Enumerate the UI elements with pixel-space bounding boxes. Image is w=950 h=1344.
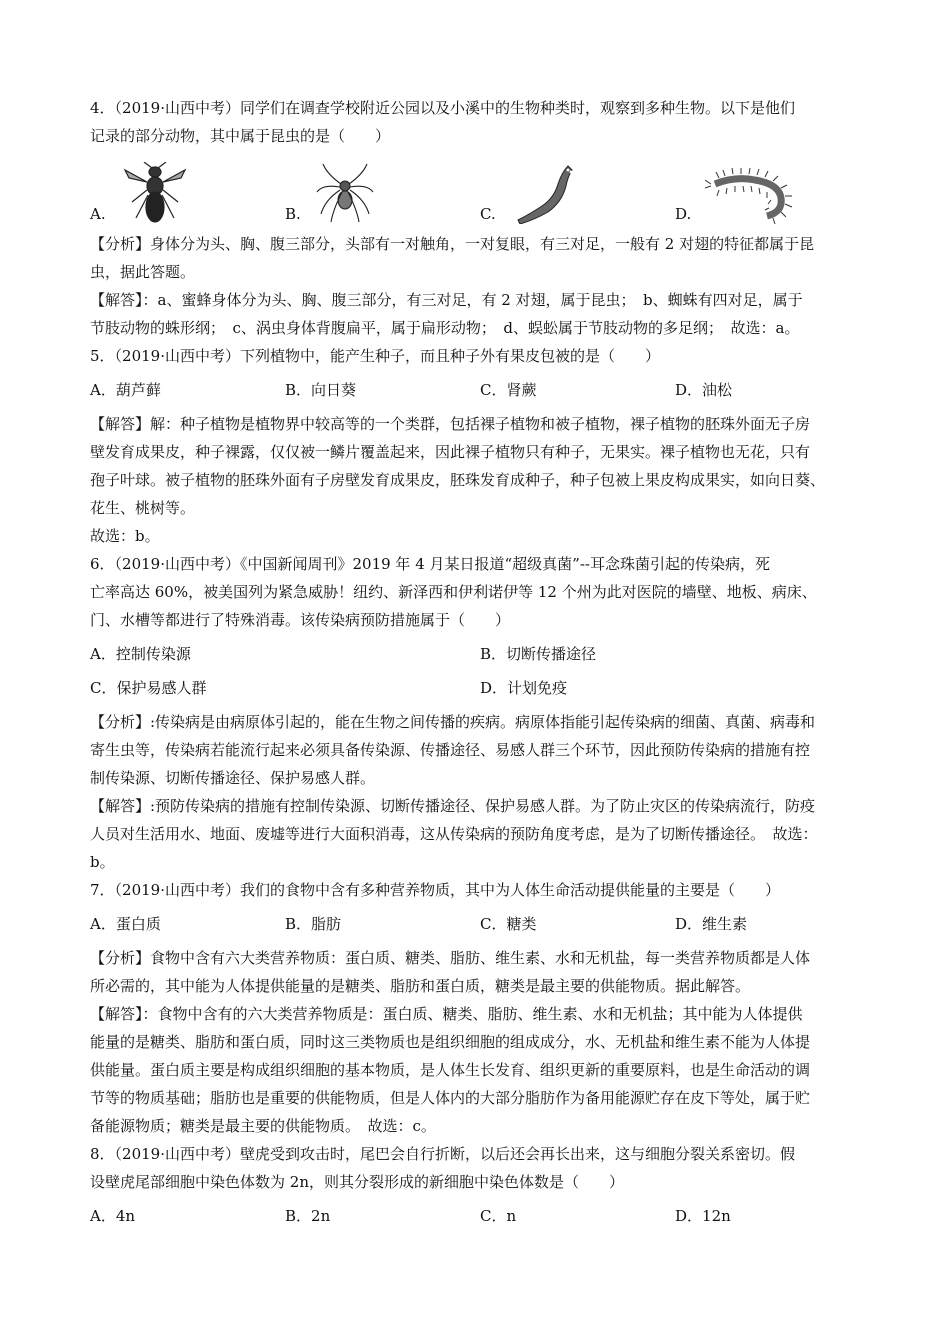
q6-stem-line3: 门、水槽等都进行了特殊消毒。该传染病预防措施属于（ ） [90,611,511,629]
q7-stem: 7．（2019·山西中考）我们的食物中含有多种营养物质，其中为人体生命活动提供能量的主要是（ ） [90,881,780,899]
q7-analysis-line2: 所必需的，其中能为人体提供能量的是糖类、脂肪和蛋白质，糖类是最主要的供能物质。据此解答。 [90,977,751,995]
q5-option-a: A．葫芦藓 [90,381,161,399]
q8-stem-line2: 设壁虎尾部细胞中染色体数为 2n，则其分裂形成的新细胞中染色体数是（ ） [90,1173,624,1191]
q7-option-a: A．蛋白质 [90,915,161,933]
q6-answer-line2: 人员对生活用水、地面、废墟等进行大面积消毒，这从传染病的预防角度考虑，是为了切断传播途径。 故选： [90,825,818,843]
q7-answer-line2: 能量的是糖类、脂肪和蛋白质，同时这三类物质也是组织细胞的组成成分，水、无机盐和维生素不能为人体提 [90,1033,811,1051]
q8-options [90,1202,870,1230]
document-page [90,92,870,1236]
q7-option-b: B．脂肪 [285,915,342,933]
q6-analysis-line1: 【分析】:传染病是由病原体引起的，能在生物之间传播的疾病。病原体指能引起传染病的细菌、真菌、病毒和 [90,713,816,731]
q4-stem-line2: 记录的部分动物，其中属于昆虫的是（ ） [90,127,391,145]
q7-answer-line1: 【解答】：食物中含有的六大类营养物质是：蛋白质、糖类、脂肪、维生素、水和无机盐；其中能为人体提供 [90,1005,803,1023]
q6-stem-line1: 6．（2019·山西中考）《中国新闻周刊》2019 年 4 月某日报道“超级真菌”--耳念珠菌引起的传染病，死 [90,555,770,573]
q6-analysis-line2: 寄生虫等，传染病若能流行起来必须具备传染源、传播途径、易感人群三个环节，因此预防传染病的措施有控 [90,741,811,759]
q6-option-a: A．控制传染源 [90,645,191,663]
q7-analysis-line1: 【分析】食物中含有六大类营养物质：蛋白质、糖类、脂肪、维生素、水和无机盐，每一类营养物质都是人体 [90,949,811,967]
q4-option-a [90,162,285,224]
q5-option-c: C．肾蕨 [480,381,537,399]
q7-option-c: C．糖类 [480,915,537,933]
q6-analysis-line3: 制传染源、切断传播途径、保护易感人群。 [90,769,376,787]
q6-stem-line2: 亡率高达 60%，被美国列为紧急威胁！纽约、新泽西和伊利诺伊等 12 个州为此对医院的墙壁、地板、病床、 [90,583,817,601]
centipede-icon [705,162,795,224]
q8-option-c: C．n [480,1207,517,1225]
q5-options [90,376,870,404]
q4-option-d [675,162,870,224]
spider-icon [315,162,375,224]
q5-answer-line2: 壁发育成果皮，种子裸露，仅仅被一鳞片覆盖起来，因此裸子植物只有种子，无果实。裸子植物也无花，只有 [90,443,811,461]
q4-option-b [285,162,480,224]
q5-option-b: B．向日葵 [285,381,357,399]
q6-options-row1 [90,640,870,668]
bee-icon [120,162,190,224]
q6-options-row2 [90,674,870,702]
q6-answer-line3: b。 [90,853,115,871]
q4-answer-line1: 【解答】：a、蜜蜂身体分为头、胸、腹三部分，有三对足，有 2 对翅，属于昆虫； b、蜘蛛有四对足，属于 [90,291,803,309]
q5-answer-line4: 花生、桃树等。 [90,499,196,517]
q4-analysis-line1: 【分析】身体分为头、胸、腹三部分，头部有一对触角，一对复眼，有三对足，一般有 2 对翅的特征都属于昆 [90,235,815,253]
q5-option-d: D．油松 [675,381,733,399]
q6-option-c: C．保护易感人群 [90,679,207,697]
q4-option-c [480,162,675,224]
q8-option-d: D．12n [675,1207,731,1225]
q8-stem-line1: 8．（2019·山西中考）壁虎受到攻击时，尾巴会自行折断，以后还会再长出来，这与细胞分裂关系密切。假 [90,1145,795,1163]
q7-answer-line3: 供能量。蛋白质主要是构成组织细胞的基本物质，是人体生长发育、组织更新的重要原料，也是生命活动的调 [90,1061,811,1079]
option-label: A. [90,205,106,223]
option-label: B. [285,205,301,223]
q5-answer-line5: 故选：b。 [90,527,160,545]
option-label: C. [480,205,496,223]
q7-options [90,910,870,938]
q6-answer-line1: 【解答】:预防传染病的措施有控制传染源、切断传播途径、保护易感人群。为了防止灾区的传染病流行，防疫 [90,797,816,815]
q8-option-a: A．4n [90,1207,136,1225]
q8-option-b: B．2n [285,1207,331,1225]
q6-option-d: D．计划免疫 [480,679,568,697]
q7-option-d: D．维生素 [675,915,748,933]
q4-answer-line2: 节肢动物的蛛形纲； c、涡虫身体背腹扁平，属于扁形动物； d、蜈蚣属于节肢动物的多足纲； 故选：a。 [90,319,800,337]
q4-image-options [90,158,870,224]
q7-answer-line4: 节等的物质基础；脂肪也是重要的供能物质，但是人体内的大部分脂肪作为备用能源贮存在皮下等处，属于贮 [90,1089,811,1107]
q4-analysis-line2: 虫，据此答题。 [90,263,196,281]
q5-answer-line3: 孢子叶球。被子植物的胚珠外面有子房壁发育成果皮，胚珠发育成种子，种子包被上果皮构成果实，如向日葵、 [90,471,826,489]
q6-option-b: B．切断传播途径 [480,645,597,663]
q7-answer-line5: 备能源物质；糖类是最主要的供能物质。 故选：c。 [90,1117,436,1135]
q5-answer-line1: 【解答】解：种子植物是植物界中较高等的一个类群，包括裸子植物和被子植物，裸子植物的胚珠外面无子房 [90,415,811,433]
q5-stem: 5．（2019·山西中考）下列植物中，能产生种子，而且种子外有果皮包被的是（ ） [90,347,660,365]
option-label: D. [675,205,692,223]
flatworm-icon [510,162,582,224]
q4-stem-line1: 4．（2019·山西中考）同学们在调查学校附近公园以及小溪中的生物种类时，观察到多种生物。以下是他们 [90,99,795,117]
